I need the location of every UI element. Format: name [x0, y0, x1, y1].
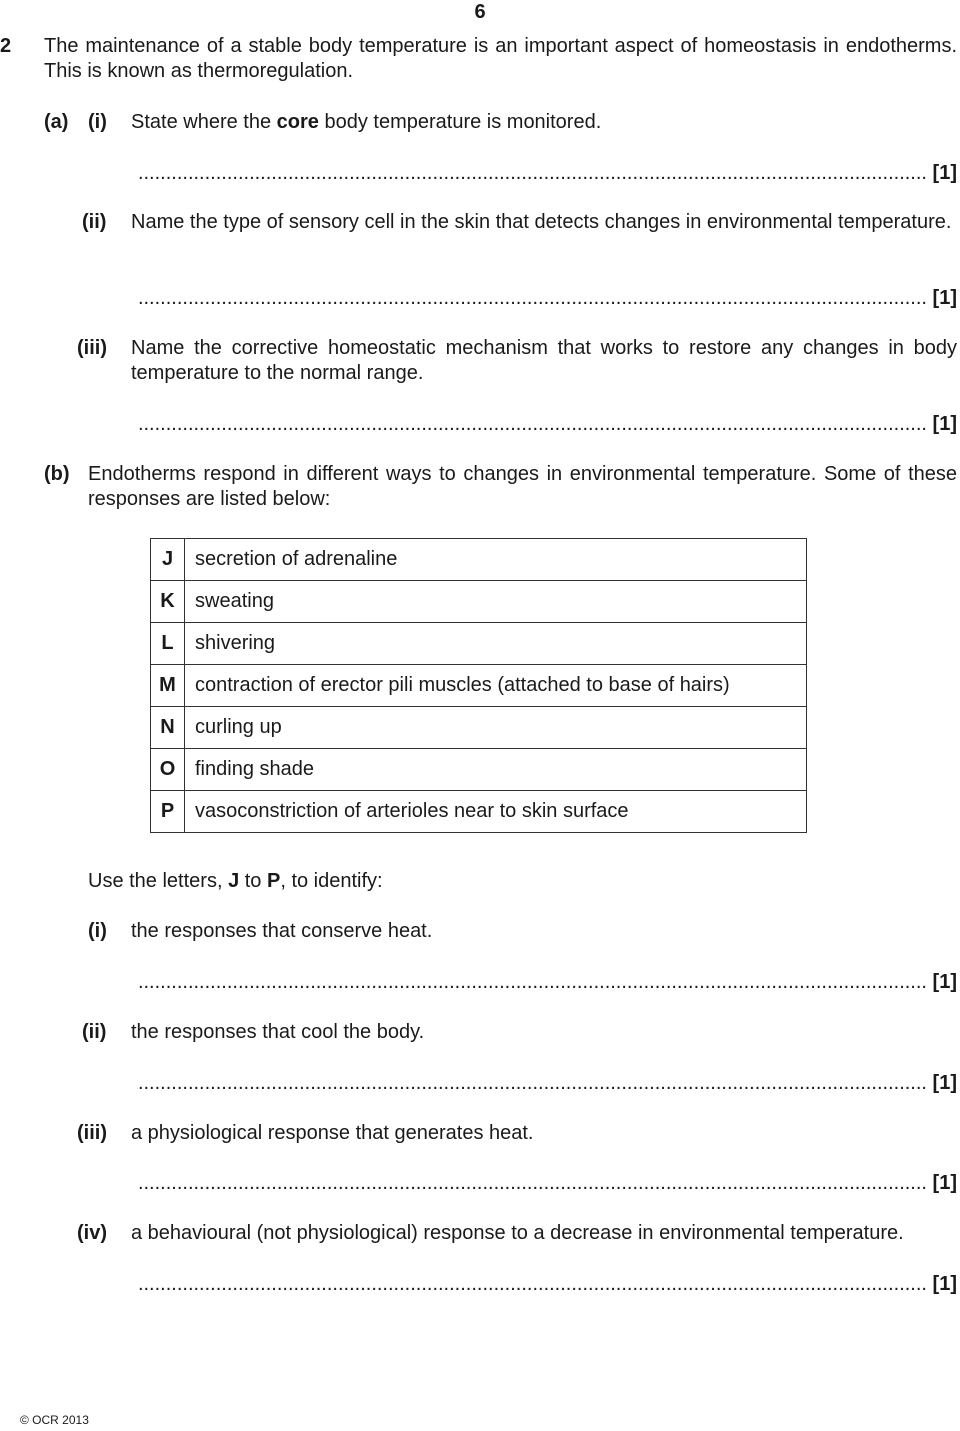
part-b-iii-question: a physiological response that generates heat. [131, 1122, 534, 1144]
part-a-ii-label: (ii) [82, 211, 107, 233]
response-text: sweating [185, 581, 807, 623]
table-row [151, 623, 807, 665]
copyright-footer: © OCR 2013 [20, 1413, 89, 1427]
part-b-i-question: the responses that conserve heat. [131, 920, 433, 942]
response-letter: J [151, 539, 185, 581]
part-a-i-label: (i) [88, 111, 107, 133]
response-letter: P [151, 791, 185, 833]
question-intro: The maintenance of a stable body temperature is an important aspect of homeostasis in endotherms. This is known as thermoregulation. [44, 35, 957, 82]
part-a-iii-label: (iii) [77, 337, 107, 359]
response-text: contraction of erector pili muscles (attached to base of hairs) [185, 665, 807, 707]
part-a-iii-question: Name the corrective homeostatic mechanism that works to restore any changes in body temperature to the normal range. [131, 337, 957, 384]
answer-line-b-iv[interactable]: .............................................................................................................................................. [1] [137, 1273, 957, 1295]
response-letter: K [151, 581, 185, 623]
part-b-i-label: (i) [88, 920, 107, 942]
answer-line-a-ii[interactable]: .............................................................................................................................................. [1] [137, 287, 957, 309]
response-text: vasoconstriction of arterioles near to skin surface [185, 791, 807, 833]
part-b-iii-label: (iii) [77, 1122, 107, 1144]
answer-line-a-i[interactable]: .............................................................................................................................................. [1] [137, 162, 957, 184]
table-row [151, 707, 807, 749]
part-b-label: (b) [44, 463, 70, 485]
response-letter: L [151, 623, 185, 665]
responses-table [150, 538, 807, 833]
response-text: finding shade [185, 749, 807, 791]
part-b-instruction: Use the letters, J to P, to identify: [88, 870, 383, 892]
question-number: 2 [0, 35, 12, 57]
response-text: curling up [185, 707, 807, 749]
part-b-iv-label: (iv) [77, 1222, 107, 1244]
answer-line-b-ii[interactable]: .............................................................................................................................................. [1] [137, 1072, 957, 1094]
page-number: 6 [474, 1, 486, 23]
part-b-intro: Endotherms respond in different ways to changes in environmental temperature. Some of these responses are listed below: [88, 463, 957, 510]
part-b-ii-question: the responses that cool the body. [131, 1021, 425, 1043]
answer-line-b-iii[interactable]: .............................................................................................................................................. [1] [137, 1172, 957, 1194]
table-row [151, 665, 807, 707]
response-letter: O [151, 749, 185, 791]
answer-line-a-iii[interactable]: .............................................................................................................................................. [1] [137, 413, 957, 435]
response-text: shivering [185, 623, 807, 665]
table-row [151, 791, 807, 833]
table-row [151, 581, 807, 623]
answer-line-b-i[interactable]: .............................................................................................................................................. [1] [137, 971, 957, 993]
part-a-label: (a) [44, 111, 69, 133]
part-a-ii-question: Name the type of sensory cell in the skin that detects changes in environmental temperature. [131, 211, 952, 233]
response-letter: M [151, 665, 185, 707]
part-b-ii-label: (ii) [82, 1021, 107, 1043]
response-text: secretion of adrenaline [185, 539, 807, 581]
table-row [151, 539, 807, 581]
response-letter: N [151, 707, 185, 749]
part-a-i-question: State where the core body temperature is monitored. [131, 111, 602, 133]
table-row [151, 749, 807, 791]
part-b-iv-question: a behavioural (not physiological) response to a decrease in environmental temperature. [131, 1222, 904, 1244]
